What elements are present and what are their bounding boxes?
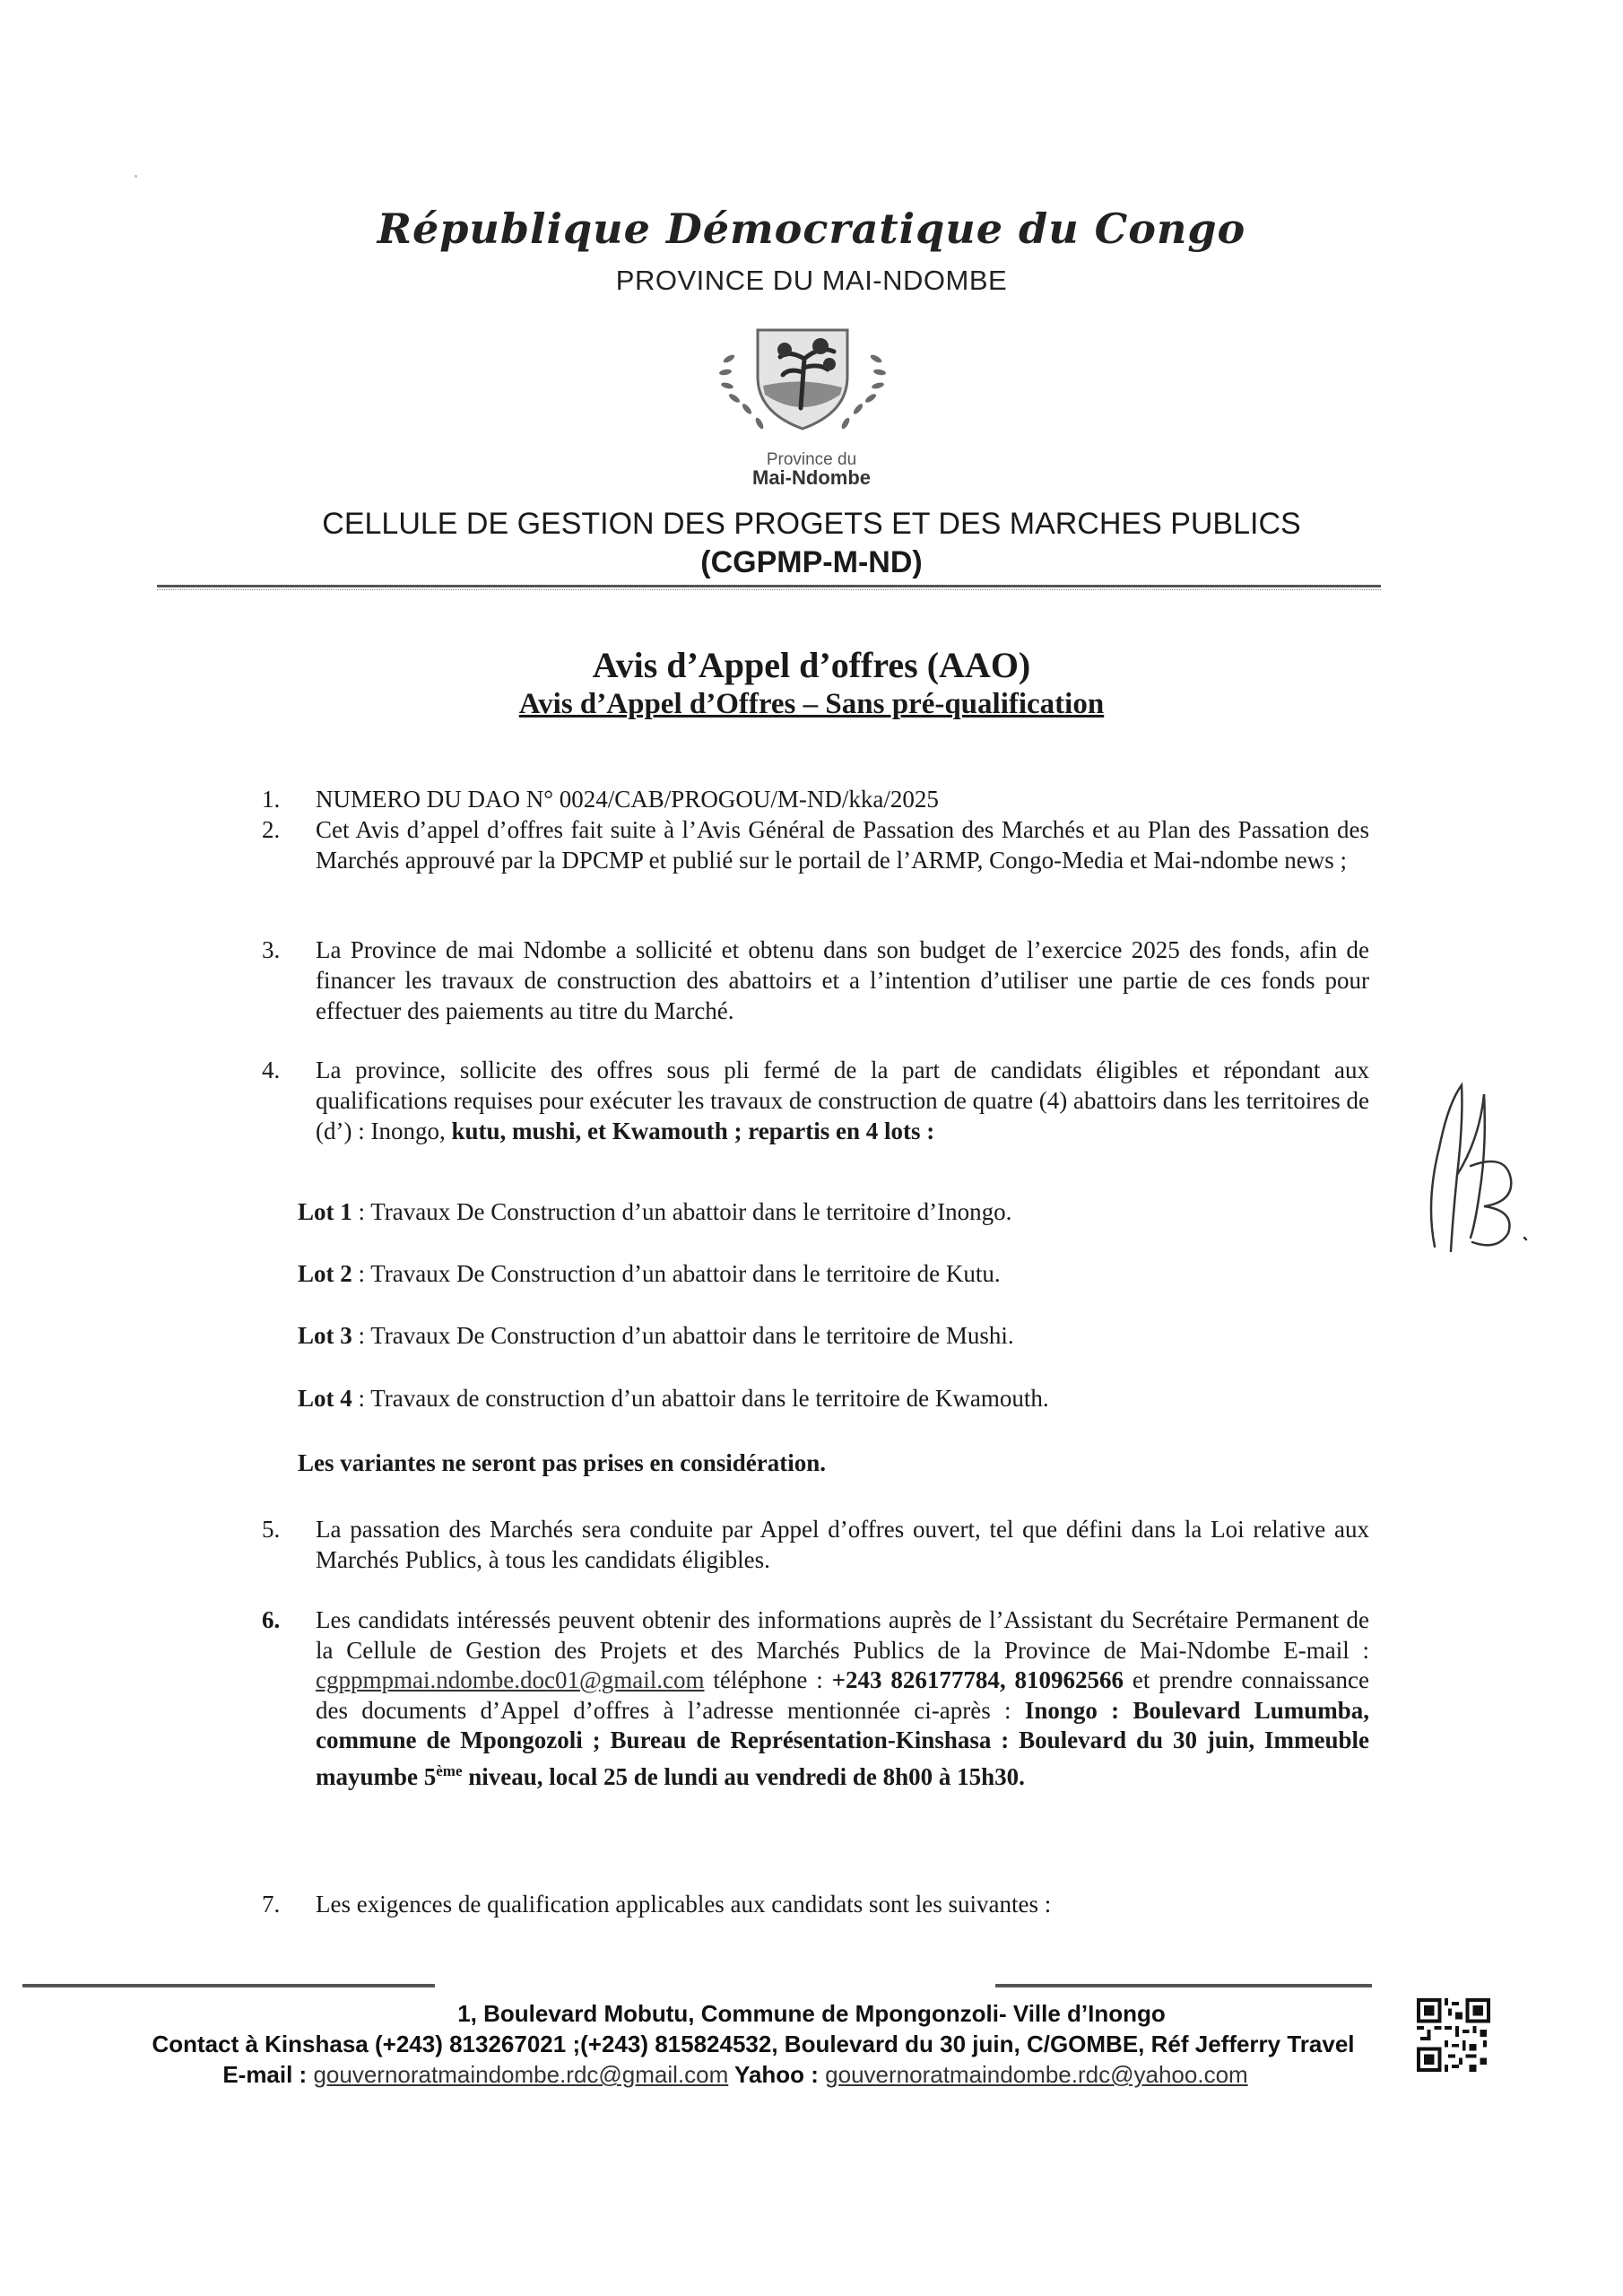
- item-text: [316, 1605, 1369, 1792]
- item-number: 4.: [262, 1057, 281, 1083]
- variants-note: Les variantes ne seront pas prises en considération.: [298, 1449, 827, 1476]
- item-text-plain: Les candidats intéressés peuvent obtenir des informations auprès de l’Assistant du Secrétaire Permanent de la Cellule de Gestion des Projets et des Marchés Publics de la Province de Mai-Ndombe E-mail :: [316, 1606, 1369, 1664]
- document-title: Avis d’Appel d’offres (AAO): [592, 645, 1031, 685]
- header-divider-dotted: [157, 589, 1381, 590]
- footer-divider: [22, 1984, 435, 1987]
- lot-label: Lot 3: [298, 1322, 352, 1349]
- lot-line: [298, 1322, 1014, 1350]
- item-text-bold: niveau, local 25 de lundi au vendredi de 8h00 à 15h30.: [462, 1762, 1025, 1790]
- item-text: La Province de mai Ndombe a sollicité et obtenu dans son budget de l’exercice 2025 des fonds, afin de financer les travaux de construction des abattoirs et a l’intention d’utiliser une partie de ces fonds pour effectuer des paiements au titre du Marché.: [316, 936, 1369, 1024]
- item-text: NUMERO DU DAO N° 0024/CAB/PROGOU/M-ND/kka/2025: [316, 786, 939, 813]
- item-number: 6.: [262, 1606, 281, 1633]
- item-text-plain: La province, sollicite des offres sous pli fermé de la part de candidats éligibles et répondant aux qualifications requises pour exécuter les travaux de construction de quatre (4) abattoirs dans les territoires de (d’) : Inongo,: [316, 1057, 1369, 1144]
- contact-email-link[interactable]: cgppmpmai.ndombe.doc01@gmail.com: [316, 1666, 705, 1693]
- handwritten-initials-signature: [1408, 1067, 1542, 1265]
- footer-divider: [995, 1984, 1372, 1987]
- qr-code-icon[interactable]: [1417, 1998, 1490, 2072]
- gmail-link[interactable]: gouvernoratmaindombe.rdc@gmail.com: [313, 2061, 729, 2088]
- lot-label: Lot 4: [298, 1385, 352, 1412]
- cell-title: CELLULE DE GESTION DES PROGETS ET DES MARCHES PUBLICS: [322, 507, 1301, 541]
- lot-text: : Travaux De Construction d’un abattoir dans le territoire de Kutu.: [352, 1260, 1001, 1287]
- cell-abbreviation: (CGPMP-M-ND): [700, 545, 923, 579]
- item-text-bold: Inongo : Boulevard Lumumba, commune de Mpongozoli ; Bureau de Représentation-Kinshasa : Boulevard du 30 juin, Immeuble mayumbe 5: [316, 1696, 1369, 1790]
- lot-text: : Travaux de construction d’un abattoir dans le territoire de Kwamouth.: [352, 1385, 1049, 1412]
- item-number: 3.: [262, 936, 281, 963]
- footer-contact: Contact à Kinshasa (+243) 813267021 ;(+243) 815824532, Boulevard du 30 juin, C/GOMBE, Réf Jefferry Travel: [152, 2031, 1355, 2057]
- item-text-plain: téléphone :: [704, 1666, 832, 1693]
- item-text-bold: kutu, mushi, et Kwamouth ; repartis en 4 lots :: [451, 1118, 935, 1144]
- item-text: La passation des Marchés sera conduite par Appel d’offres ouvert, tel que défini dans la Loi relative aux Marchés Publics, à tous les candidats éligibles.: [316, 1516, 1369, 1573]
- emblem-caption-line1: Province du: [766, 450, 857, 469]
- lot-line: [298, 1385, 1049, 1413]
- item-number: 7.: [262, 1891, 281, 1918]
- item-number: 5.: [262, 1516, 281, 1543]
- lot-label: Lot 1: [298, 1198, 352, 1225]
- lot-label: Lot 2: [298, 1260, 352, 1287]
- item-text: Les exigences de qualification applicables aux candidats sont les suivantes :: [316, 1891, 1052, 1918]
- item-number: 2.: [262, 816, 281, 843]
- item-number: 1.: [262, 786, 281, 813]
- lot-text: : Travaux De Construction d’un abattoir dans le territoire de Mushi.: [352, 1322, 1014, 1349]
- contact-phones: +243 826177784, 810962566: [831, 1666, 1124, 1693]
- header-divider: [157, 585, 1381, 587]
- lot-line: [298, 1198, 1011, 1226]
- footer-address: 1, Boulevard Mobutu, Commune de Mpongonzoli- Ville d’Inongo: [457, 2000, 1166, 2027]
- republic-heading: République Démocratique du Congo: [377, 204, 1246, 253]
- footer-emails: [0, 2061, 1547, 2089]
- emblem-caption-line2: Mai-Ndombe: [752, 466, 871, 489]
- item-text: [316, 1055, 1369, 1146]
- superscript: ème: [436, 1761, 463, 1779]
- scan-speck: [135, 175, 137, 178]
- item-text-plain: et prendre connaissance des documents d’Appel d’offres à l’adresse mentionnée ci-après :: [316, 1666, 1369, 1724]
- yahoo-label: Yahoo :: [728, 2061, 826, 2088]
- province-emblem-icon: [704, 323, 901, 453]
- lot-line: [298, 1260, 1001, 1288]
- yahoo-link[interactable]: gouvernoratmaindombe.rdc@yahoo.com: [825, 2061, 1248, 2088]
- item-text: Cet Avis d’appel d’offres fait suite à l’Avis Général de Passation des Marchés et au Plan des Passation des Marchés approuvé par la DPCMP et publié sur le portail de l’ARMP, Congo-Media et Mai-ndombe news ;: [316, 816, 1369, 874]
- province-heading: PROVINCE DU MAI-NDOMBE: [615, 265, 1008, 296]
- document-subtitle: Avis d’Appel d’Offres – Sans pré-qualification: [518, 688, 1105, 720]
- email-label: E-mail :: [222, 2061, 314, 2088]
- lot-text: : Travaux De Construction d’un abattoir dans le territoire d’Inongo.: [352, 1198, 1012, 1225]
